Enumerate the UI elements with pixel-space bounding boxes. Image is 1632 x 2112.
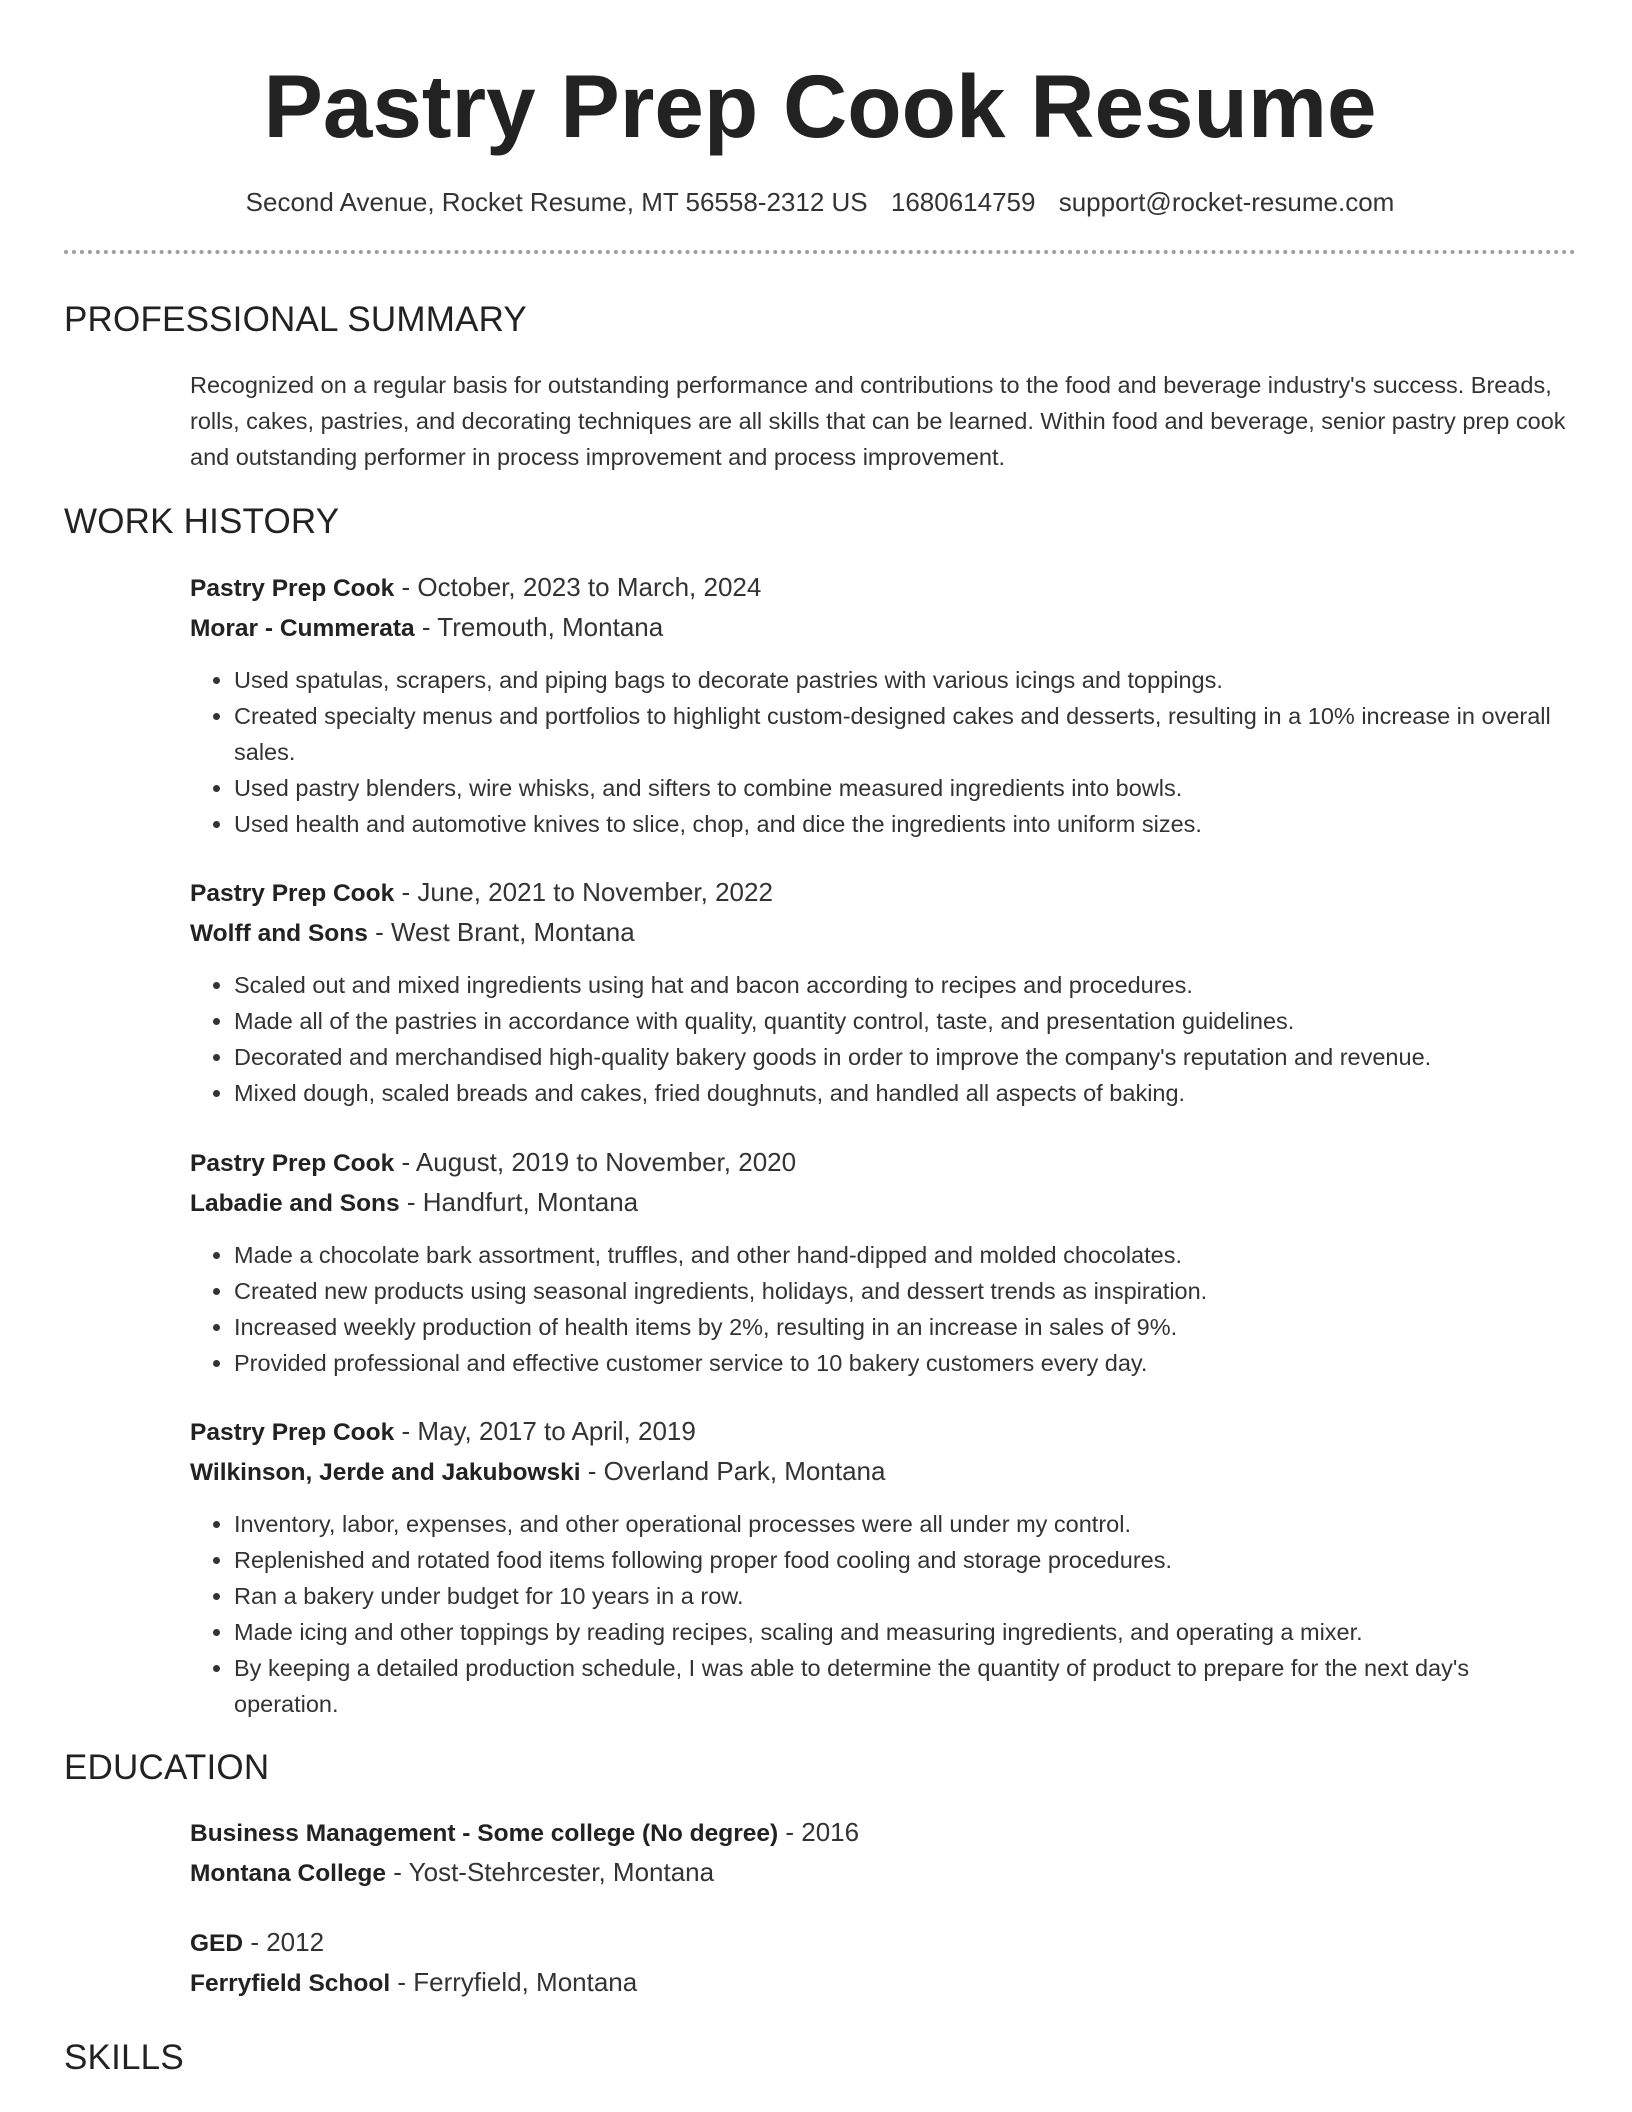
contact-line <box>64 187 1576 218</box>
job-title-line <box>190 873 1576 913</box>
job-location: - Tremouth, Montana <box>414 612 664 642</box>
education-degree: GED <box>190 1930 244 1957</box>
job-dates: - October, 2023 to March, 2024 <box>394 572 762 602</box>
job-bullet: • Scaled out and mixed ingredients using hat and bacon according to recipes and procedures. <box>234 967 1576 1003</box>
skills-section <box>64 2038 1576 2078</box>
contact-email: support@rocket-resume.com <box>1058 187 1395 217</box>
job-bullets <box>190 1237 1576 1381</box>
contact-address: Second Avenue, Rocket Resume, MT 56558-2312 US <box>245 187 868 217</box>
summary-text: Recognized on a regular basis for outstanding performance and contributions to the food and beverage industry's success. Breads, rolls, cakes, pastries, and decorating techniques are all skills that can be learned. Within food and beverage, senior pastry prep cook and outstanding performer in process improvement and process improvement. <box>190 372 1566 470</box>
header-divider <box>64 250 1576 254</box>
job-location: - West Brant, Montana <box>367 917 635 947</box>
job-bullet: • Replenished and rotated food items following proper food cooling and storage procedures. <box>234 1542 1576 1578</box>
job-entry <box>190 1412 1576 1722</box>
job-location: - Overland Park, Montana <box>580 1456 886 1486</box>
job-bullets <box>190 662 1576 842</box>
job-dates: - May, 2017 to April, 2019 <box>394 1416 696 1446</box>
education-location: - Yost-Stehrcester, Montana <box>386 1857 715 1887</box>
section-heading-summary: PROFESSIONAL SUMMARY <box>64 300 527 339</box>
job-dates: - June, 2021 to November, 2022 <box>394 877 773 907</box>
job-location: - Handfurt, Montana <box>399 1187 639 1217</box>
job-bullet: • Used pastry blenders, wire whisks, and sifters to combine measured ingredients into bowls. <box>234 770 1576 806</box>
job-bullet: • Made icing and other toppings by reading recipes, scaling and measuring ingredients, and operating a mixer. <box>234 1614 1576 1650</box>
job-title: Pastry Prep Cook <box>190 1419 395 1446</box>
education-school: Montana College <box>190 1860 387 1887</box>
job-company-line <box>190 1452 1576 1492</box>
job-company: Wilkinson, Jerde and Jakubowski <box>190 1459 581 1486</box>
job-entry <box>190 568 1576 842</box>
job-bullet: • Increased weekly production of health items by 2%, resulting in an increase in sales of 9%. <box>234 1309 1576 1345</box>
job-entry <box>190 873 1576 1111</box>
education-location: - Ferryfield, Montana <box>390 1967 638 1997</box>
education-entry <box>190 1813 1576 1893</box>
job-bullet: • By keeping a detailed production schedule, I was able to determine the quantity of product to prepare for the next day's operation. <box>234 1650 1576 1722</box>
job-company-line <box>190 913 1576 953</box>
education-entry <box>190 1923 1576 2003</box>
job-bullet: • Created new products using seasonal ingredients, holidays, and dessert trends as inspiration. <box>234 1273 1576 1309</box>
job-bullet: • Mixed dough, scaled breads and cakes, fried doughnuts, and handled all aspects of baking. <box>234 1075 1576 1111</box>
education-school-line <box>190 1963 1576 2003</box>
job-bullet: • Used health and automotive knives to slice, chop, and dice the ingredients into uniform sizes. <box>234 806 1576 842</box>
job-bullet: • Inventory, labor, expenses, and other operational processes were all under my control. <box>234 1506 1576 1542</box>
job-bullet: • Provided professional and effective customer service to 10 bakery customers every day. <box>234 1345 1576 1381</box>
education-degree: Business Management - Some college (No degree) <box>190 1820 779 1847</box>
job-company: Wolff and Sons <box>190 920 368 947</box>
education-degree-line <box>190 1923 1576 1963</box>
job-title-line <box>190 568 1576 608</box>
job-title: Pastry Prep Cook <box>190 1150 395 1177</box>
job-entry <box>190 1143 1576 1381</box>
education-school-line <box>190 1853 1576 1893</box>
job-dates: - August, 2019 to November, 2020 <box>394 1147 797 1177</box>
job-title-line <box>190 1143 1576 1183</box>
education-school: Ferryfield School <box>190 1970 391 1997</box>
job-title-line <box>190 1412 1576 1452</box>
job-company-line <box>190 1183 1576 1223</box>
job-company-line <box>190 608 1576 648</box>
summary-section <box>64 300 1576 475</box>
job-bullet: • Ran a bakery under budget for 10 years in a row. <box>234 1578 1576 1614</box>
job-company: Morar - Cummerata <box>190 615 415 642</box>
section-heading-education: EDUCATION <box>64 1748 270 1787</box>
job-bullet: • Decorated and merchandised high-quality bakery goods in order to improve the company's reputation and revenue. <box>234 1039 1576 1075</box>
job-title: Pastry Prep Cook <box>190 880 395 907</box>
job-bullet: • Used spatulas, scrapers, and piping bags to decorate pastries with various icings and toppings. <box>234 662 1576 698</box>
job-company: Labadie and Sons <box>190 1190 400 1217</box>
education-degree-line <box>190 1813 1576 1853</box>
resume-page <box>64 0 1576 254</box>
job-bullets <box>190 1506 1576 1722</box>
section-heading-work: WORK HISTORY <box>64 502 340 541</box>
job-bullets <box>190 967 1576 1111</box>
contact-phone: 1680614759 <box>890 187 1036 217</box>
job-bullet: • Made a chocolate bark assortment, truffles, and other hand-dipped and molded chocolates. <box>234 1237 1576 1273</box>
work-section <box>64 502 1576 542</box>
education-section <box>64 1748 1576 1788</box>
job-bullet: • Made all of the pastries in accordance with quality, quantity control, taste, and presentation guidelines. <box>234 1003 1576 1039</box>
job-bullet: • Created specialty menus and portfolios to highlight custom-designed cakes and desserts, resulting in a 10% increase in overall sales. <box>234 698 1576 770</box>
job-title: Pastry Prep Cook <box>190 575 395 602</box>
education-year: - 2012 <box>243 1927 325 1957</box>
section-heading-skills: SKILLS <box>64 2038 184 2077</box>
resume-title: Pastry Prep Cook Resume <box>263 56 1377 156</box>
education-year: - 2016 <box>778 1817 860 1847</box>
